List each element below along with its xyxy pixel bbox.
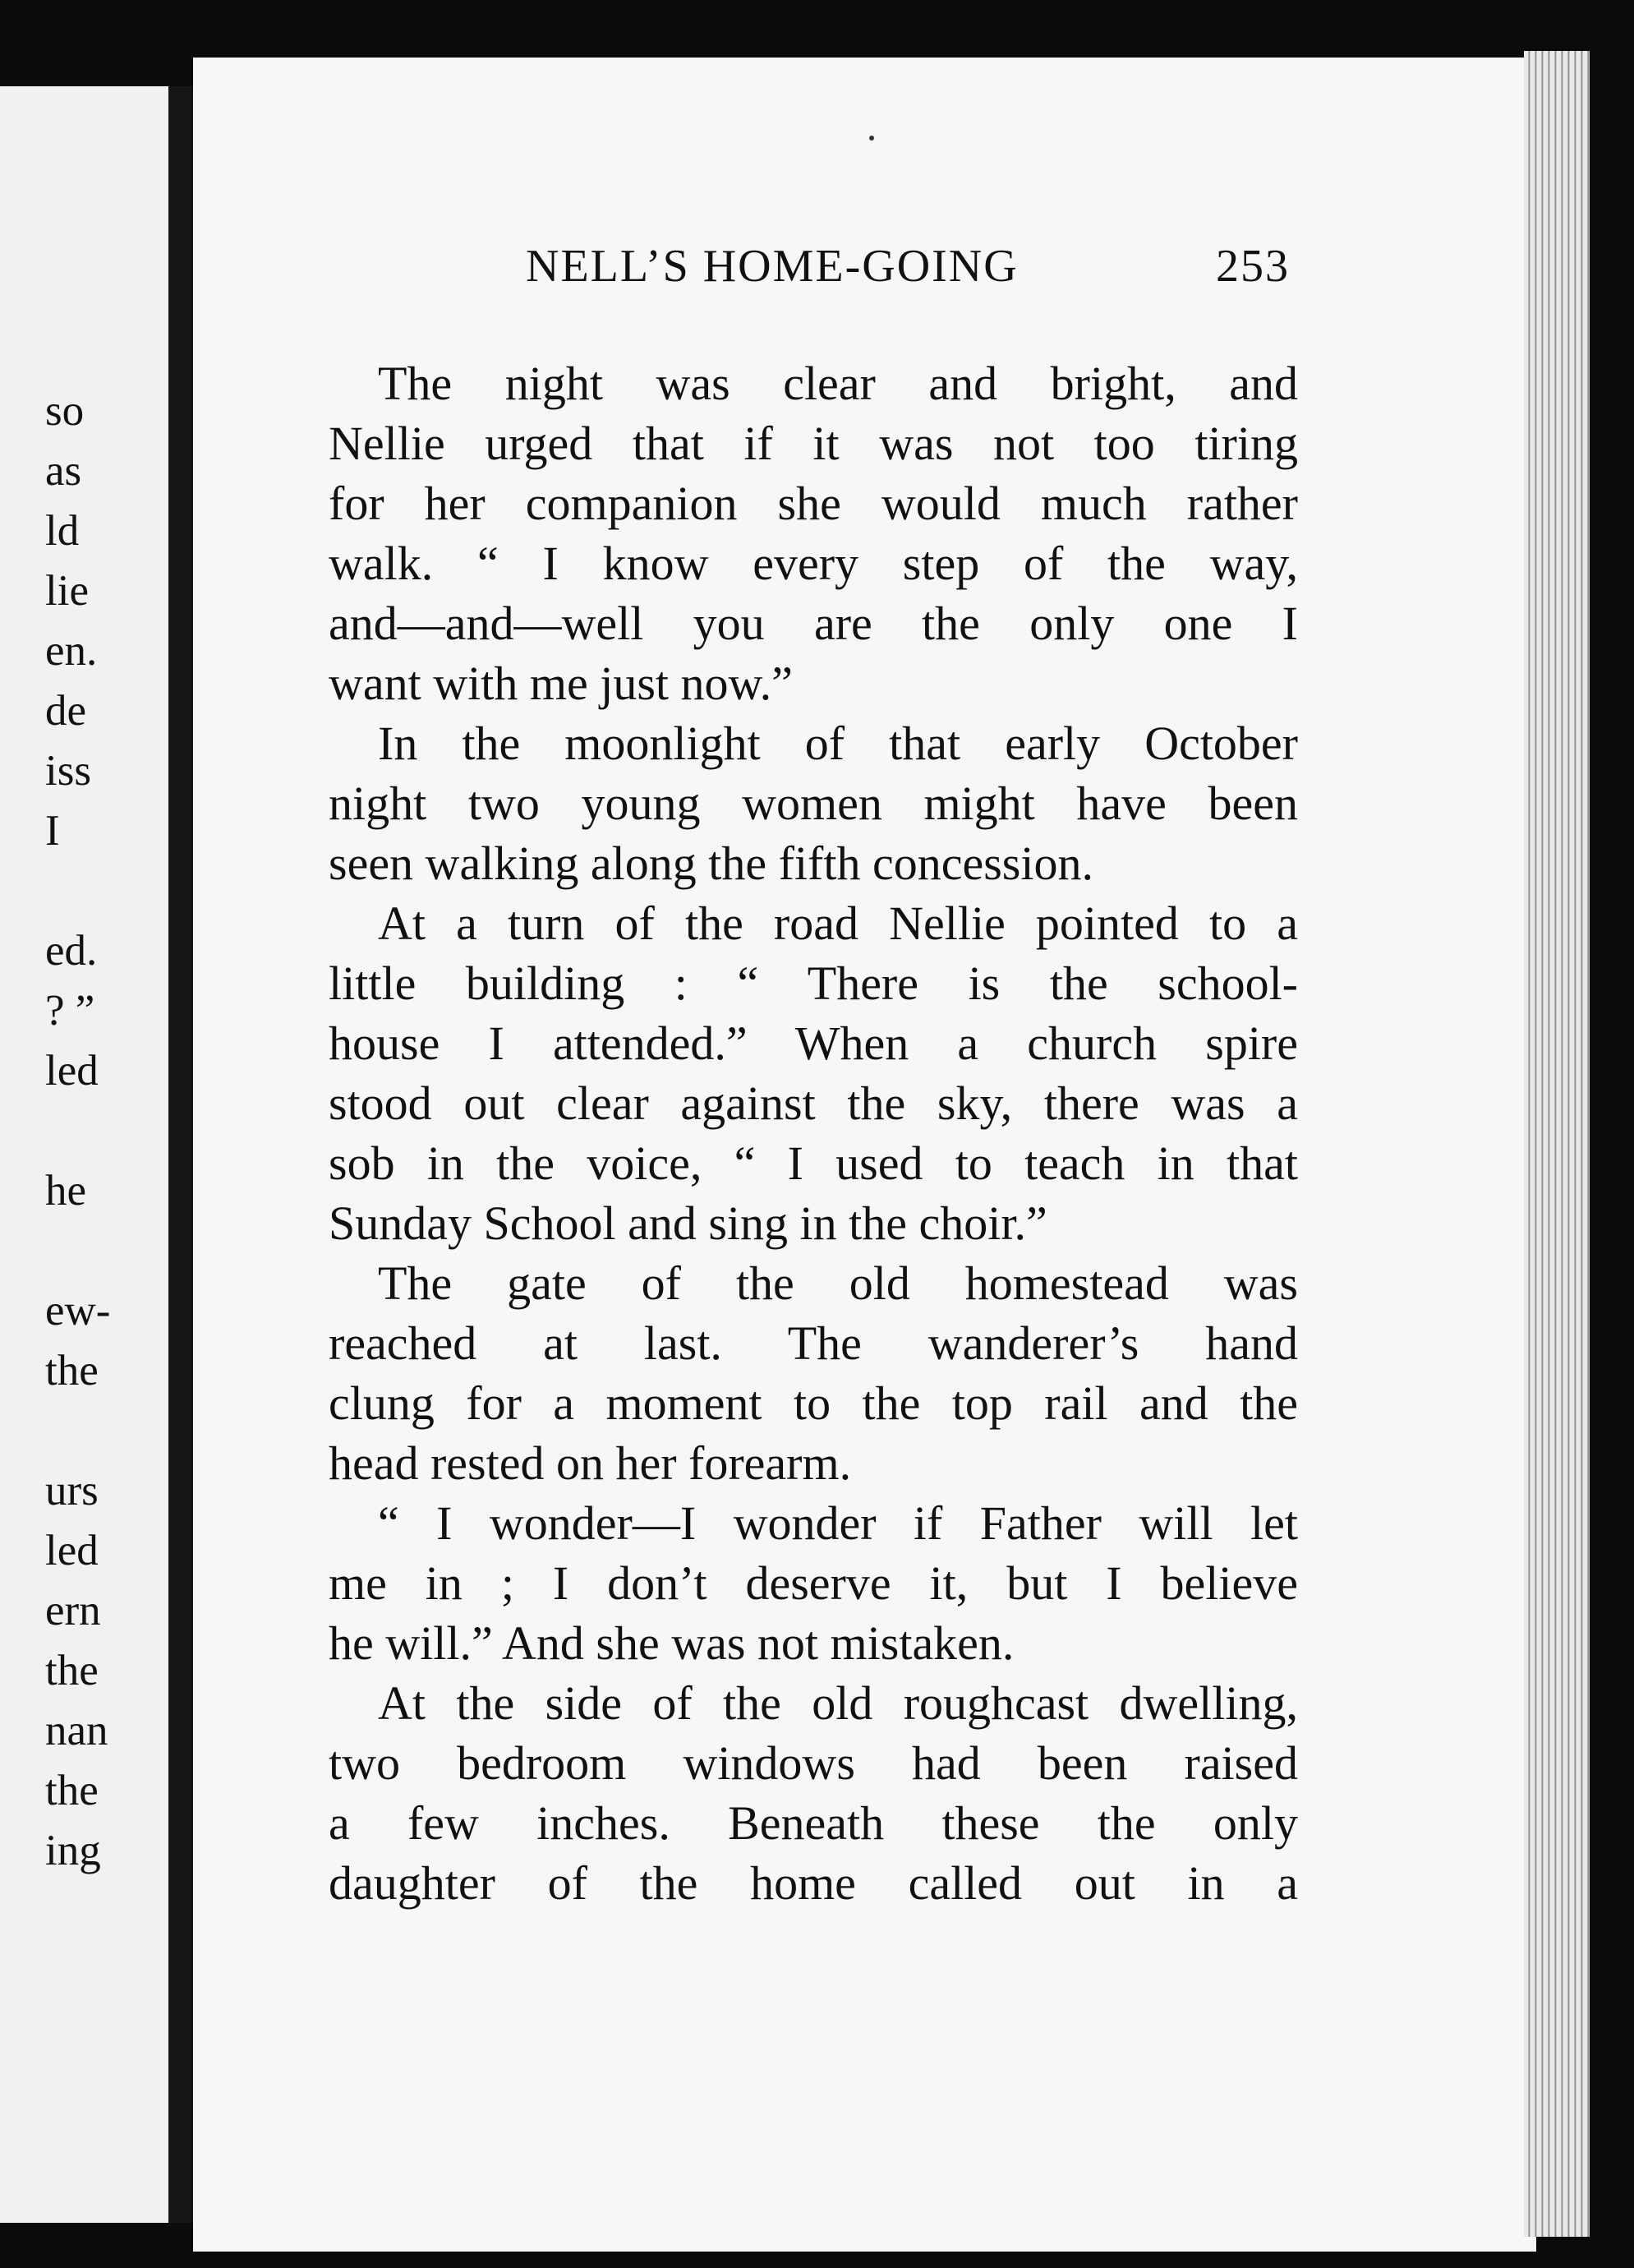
- text-line: At a turn of the road Nellie pointed to a: [378, 897, 1298, 950]
- text-line: “ I wonder—I wonder if Father will let: [378, 1496, 1298, 1550]
- book-gutter: [168, 86, 193, 2223]
- text-line: little building : “ There is the school-: [329, 957, 1298, 1010]
- text-line: Sunday School and sing in the choir.”: [329, 1196, 1047, 1250]
- text-line: me in ; I don’t deserve it, but I believe: [329, 1556, 1298, 1610]
- running-head-title: NELL’S HOME-GOING: [526, 241, 1019, 292]
- text-line: sob in the voice, “ I used to teach in that: [329, 1136, 1298, 1190]
- text-line: night two young women might have been: [329, 777, 1298, 830]
- text-line: a few inches. Beneath these the only: [329, 1796, 1298, 1850]
- text-line: stood out clear against the sky, there was a: [329, 1076, 1298, 1130]
- page-edges: [1524, 51, 1590, 2237]
- text-line: clung for a moment to the top rail and the: [329, 1376, 1298, 1430]
- text-line: Nellie urged that if it was not too tiring: [329, 417, 1298, 470]
- text-line: for her companion she would much rather: [329, 477, 1298, 530]
- text-line: The night was clear and bright, and: [378, 357, 1298, 410]
- text-line: head rested on her forearm.: [329, 1436, 852, 1490]
- text-line: house I attended.” When a church spire: [329, 1016, 1298, 1070]
- text-line: seen walking along the fifth concession.: [329, 837, 1093, 890]
- print-speck: [869, 136, 874, 141]
- text-line: reached at last. The wanderer’s hand: [329, 1316, 1298, 1370]
- page-number: 253: [1216, 241, 1290, 292]
- text-line: two bedroom windows had been raised: [329, 1736, 1298, 1790]
- text-line: The gate of the old homestead was: [378, 1256, 1298, 1310]
- text-line: walk. “ I know every step of the way,: [329, 537, 1298, 590]
- text-line: and—and—well you are the only one I: [329, 597, 1298, 650]
- text-line: he will.” And she was not mistaken.: [329, 1616, 1015, 1670]
- text-line: At the side of the old roughcast dwelling,: [378, 1676, 1298, 1730]
- text-line: In the moonlight of that early October: [378, 717, 1298, 770]
- left-facing-page: so as ld lie en. de iss I ed. ? ” led he ew- the urs led ern the nan the ing: [0, 86, 168, 2223]
- text-line: want with me just now.”: [329, 657, 793, 710]
- text-line: daughter of the home called out in a: [329, 1856, 1298, 1910]
- body-text: [329, 353, 1298, 1913]
